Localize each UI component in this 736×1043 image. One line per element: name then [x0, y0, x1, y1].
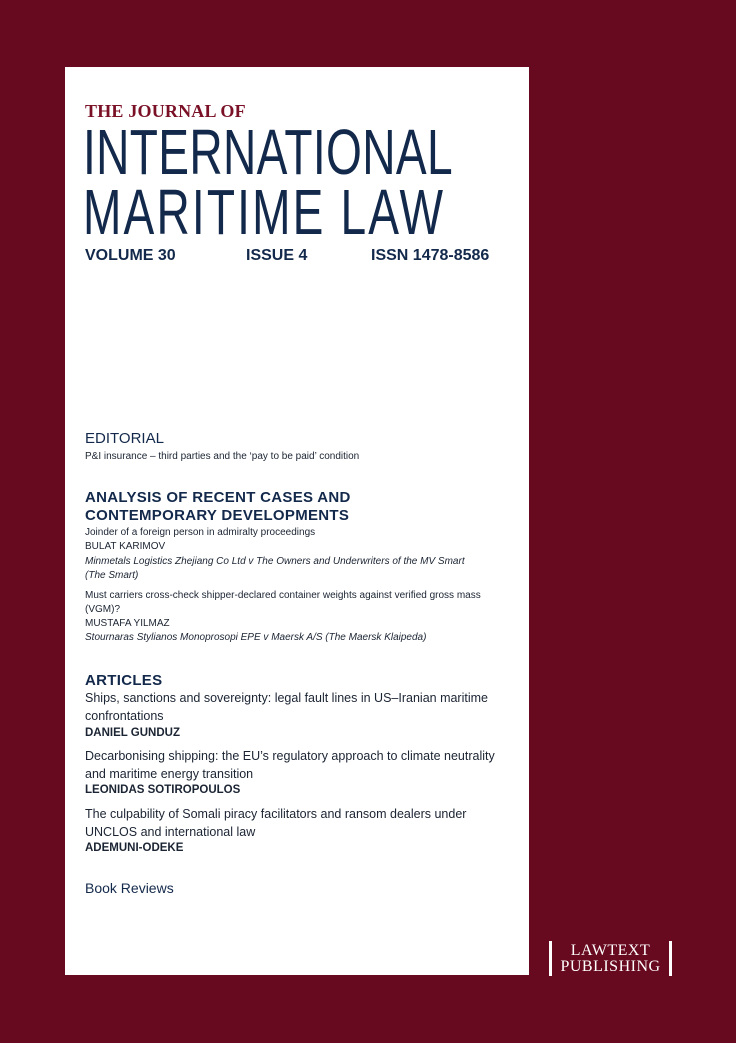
article-1-title-line2: confrontations — [85, 709, 164, 723]
article-2-author: LEONIDAS SOTIROPOULOS — [85, 784, 241, 796]
article-3-title-line1: The culpability of Somali piracy facilitators and ransom dealers under — [85, 807, 467, 821]
issn-label: ISSN 1478-8586 — [371, 247, 490, 264]
analysis-item-1-case-line2: (The Smart) — [85, 570, 139, 581]
cover-panel — [65, 67, 529, 975]
editorial-heading: EDITORIAL — [85, 430, 164, 447]
article-2-title-line2: and maritime energy transition — [85, 767, 254, 781]
analysis-item-1-title: Joinder of a foreign person in admiralty proceedings — [85, 527, 316, 538]
journal-title-line1: INTERNATIONAL — [83, 116, 453, 188]
analysis-item-2-title-line1: Must carriers cross-check shipper-declared container weights against verified gross mass — [85, 590, 481, 601]
analysis-item-1-author: BULAT KARIMOV — [85, 541, 166, 552]
journal-kicker: THE JOURNAL OF — [85, 101, 246, 121]
analysis-item-1-case-line1: Minmetals Logistics Zhejiang Co Ltd v The Owners and Underwriters of the MV Smart — [85, 556, 465, 567]
analysis-item-2-title-line2: (VGM)? — [85, 604, 120, 615]
analysis-heading-line1: ANALYSIS OF RECENT CASES AND — [85, 489, 351, 506]
article-3-title-line2: UNCLOS and international law — [85, 825, 256, 839]
book-reviews-heading: Book Reviews — [85, 880, 174, 896]
article-1-author: DANIEL GUNDUZ — [85, 727, 180, 739]
analysis-item-2-case: Stournaras Stylianos Monoprosopi EPE v Maersk A/S (The Maersk Klaipeda) — [85, 632, 427, 643]
publisher-logo-line2: PUBLISHING — [560, 957, 661, 975]
volume-label: VOLUME 30 — [85, 247, 176, 264]
article-2-title-line1: Decarbonising shipping: the EU’s regulatory approach to climate neutrality — [85, 749, 495, 763]
analysis-heading-line2: CONTEMPORARY DEVELOPMENTS — [85, 507, 350, 524]
issue-label: ISSUE 4 — [246, 247, 308, 264]
articles-heading: ARTICLES — [85, 672, 163, 689]
article-3-author: ADEMUNI-ODEKE — [85, 842, 184, 854]
article-1-title-line1: Ships, sanctions and sovereignty: legal fault lines in US–Iranian maritime — [85, 691, 488, 705]
publisher-logo-line1: LAWTEXT — [570, 941, 651, 959]
journal-title-line2: MARITIME LAW — [83, 176, 446, 248]
analysis-item-2-author: MUSTAFA YILMAZ — [85, 618, 170, 629]
publisher-logo — [549, 941, 672, 976]
editorial-item: P&I insurance – third parties and the ‘pay to be paid’ condition — [85, 451, 360, 462]
